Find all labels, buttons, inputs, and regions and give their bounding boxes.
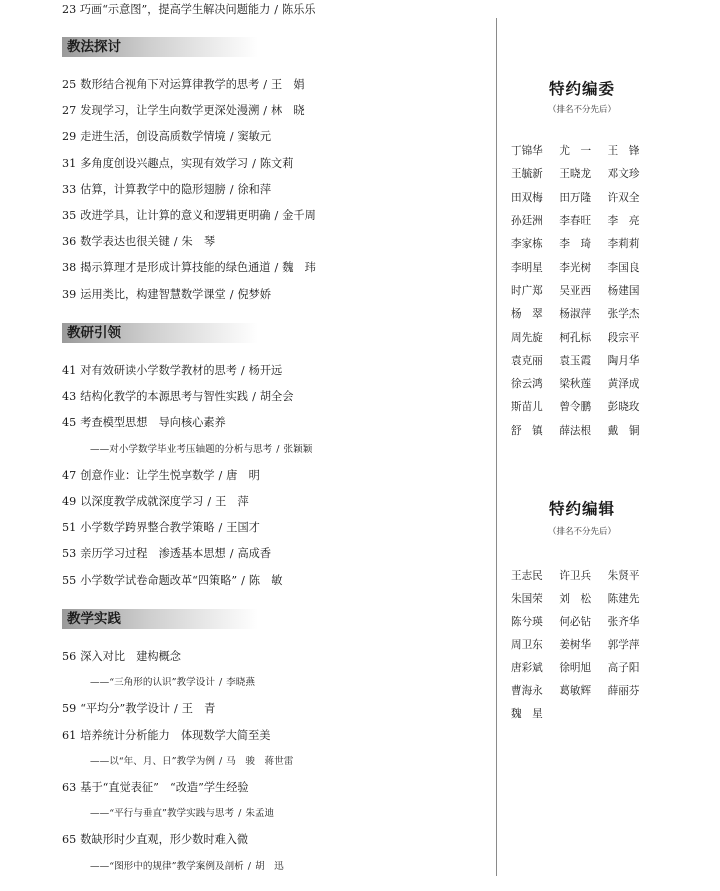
name-row [511,679,656,702]
toc-entry[interactable] [62,104,305,118]
toc-subtitle-entry[interactable] [90,755,293,769]
editors-title: 特约编辑 [548,500,615,518]
member-name: 徐云鸿 [511,378,543,391]
toc-entry[interactable] [62,130,271,144]
member-name: 戴 铜 [607,424,640,437]
toc-entry[interactable] [62,157,293,171]
article-subtitle: ——对小学数学毕业考压轴题的分析与思考 [90,443,273,455]
member-name: 彭晓玫 [607,401,640,414]
page-number: 53 [62,547,77,561]
member-name: 王晓龙 [559,168,592,181]
page-number: 45 [62,416,77,430]
member-name: 杨 翠 [511,308,543,321]
member-name: 田万隆 [559,191,592,204]
page-number: 61 [62,728,77,742]
member-name: 李明星 [511,261,543,274]
page-number: 59 [62,702,77,716]
toc-entry[interactable] [62,469,260,483]
separator: / [274,209,279,222]
name-row [511,656,656,679]
section-header-teaching-methods [62,37,258,57]
article-title: 发现学习，让学生向数学更深处漫溯 [80,104,260,118]
toc-entry[interactable] [62,521,260,535]
article-title: 深入对比 建构概念 [80,650,181,663]
article-author: 林 晓 [271,104,305,118]
section-header-teaching-practice [62,609,258,629]
member-name: 曾令鹏 [559,401,592,414]
article-title: 小学数学跨界整合教学策略 [80,521,215,535]
article-title: 数学表达也很关键 [80,235,170,249]
page-number: 35 [62,209,77,222]
article-title: 估算，计算教学中的隐形翅膀 [80,182,226,196]
article-title: 亲历学习过程 渗透基本思想 [80,547,226,561]
separator: / [252,390,256,404]
article-subtitle: ——以“年、月、日”教学为例 [90,755,215,767]
page-number: 55 [62,573,77,587]
toc-entry[interactable] [62,364,282,378]
member-name: 郭学萍 [607,639,640,651]
member-name: 朱国荣 [511,593,543,605]
page-number: 25 [62,78,77,91]
article-subtitle: ——“三角形的认识”教学设计 [90,677,215,689]
member-name: 刘 松 [559,593,592,605]
member-name: 唐彩斌 [511,662,543,674]
section-title: 教研引领 [67,325,121,341]
article-author: 马 骏 蒋世雷 [226,755,294,767]
member-name: 许卫兵 [559,570,592,582]
toc-entry[interactable] [62,261,316,275]
article-author: 唐 明 [226,468,260,482]
name-row [511,587,656,610]
article-title: 考查模型思想 导向核心素养 [80,416,226,430]
member-name: 王毓新 [511,168,543,181]
toc-entry[interactable] [62,209,316,223]
separator: / [274,3,279,16]
member-name: 丁锦华 [511,145,543,158]
separator: / [229,287,234,301]
article-author: 倪梦娇 [237,287,272,301]
toc-entry[interactable] [62,495,249,509]
article-author: 王国才 [226,521,260,535]
separator: / [274,261,279,275]
committee-title: 特约编委 [548,80,615,98]
member-name: 何必钻 [559,616,592,628]
article-title: 基于“直觉表征” “改造”学生经验 [80,781,249,794]
article-author: 张颖颖 [283,443,313,455]
name-row [511,186,656,209]
article-title: 以深度教学成就深度学习 [80,495,204,508]
article-title: 走进生活，创设高质数学情境 [80,130,226,144]
article-author: 金千周 [282,209,316,222]
article-author: 高成香 [237,547,272,561]
name-row [511,255,656,278]
page-number: 29 [62,130,77,144]
article-title: “平均分”教学设计 [80,702,171,716]
toc-subtitle-entry[interactable] [90,860,284,874]
article-author: 陈文莉 [259,156,294,170]
page-number: 63 [62,781,77,794]
page-number: 36 [62,235,77,249]
member-name: 王志民 [511,570,543,582]
page-number: 56 [62,650,77,663]
name-row [511,232,656,255]
toc-entry[interactable] [62,78,305,92]
name-row [511,139,656,162]
article-author: 魏 玮 [282,261,316,275]
separator: / [276,443,280,455]
member-name: 杨淑萍 [559,308,592,321]
page-number: 38 [62,261,77,275]
article-title: 培养统计分析能力 体现数学大简至美 [80,728,271,742]
name-row [511,279,656,302]
name-row [511,564,656,587]
article-author: 陈乐乐 [282,3,316,16]
section-title: 教法探讨 [67,39,121,55]
member-name: 葛敏辉 [559,685,592,697]
article-author: 杨开远 [248,364,283,377]
separator: / [218,468,223,482]
member-name: 王 锋 [607,145,640,158]
article-author: 胡全会 [259,390,294,404]
member-name: 薛丽芬 [607,685,640,697]
separator: / [247,860,251,872]
toc-subtitle-entry[interactable] [90,443,312,457]
member-name: 舒 镇 [511,424,543,437]
member-name: 许双全 [607,191,640,204]
committee-note: （排名不分先后） [547,105,616,115]
member-name: 柯孔标 [559,331,592,344]
toc-subtitle-entry[interactable] [90,807,274,821]
separator: / [218,755,223,767]
member-name: 陶月华 [607,354,640,367]
separator: / [241,573,245,587]
member-name: 梁秋莲 [559,378,592,391]
toc-entry[interactable] [62,416,226,430]
article-author: 朱孟迪 [245,808,275,820]
toc-entry[interactable] [62,235,215,249]
page-number: 33 [62,182,77,196]
toc-entry[interactable] [62,833,248,847]
separator: / [240,364,245,377]
article-author: 朱 琴 [181,235,216,249]
member-name: 李 琦 [559,238,592,251]
member-name: 吴亚西 [559,284,592,297]
article-author: 李晓燕 [226,677,255,689]
page-number: 39 [62,287,77,301]
toc-entry[interactable] [62,390,293,404]
toc-entry[interactable] [62,183,271,197]
article-title: 多角度创设兴趣点，实现有效学习 [80,156,249,170]
member-name: 姜树华 [559,639,592,651]
name-row [511,162,656,185]
member-name: 曹海永 [511,685,543,697]
member-name: 张学杰 [607,308,640,321]
member-name: 黄泽成 [607,378,640,391]
member-name: 李莉莉 [607,238,640,251]
separator: / [238,808,242,820]
separator: / [252,156,256,170]
member-name: 张齐华 [607,616,640,628]
separator: / [263,78,268,91]
name-row [511,209,656,232]
separator: / [229,547,234,561]
member-name: 袁克丽 [511,354,543,367]
article-author: 陈 敏 [248,573,283,587]
separator: / [207,495,212,508]
member-name: 李春旺 [559,215,592,228]
member-name: 时广郑 [511,284,543,297]
member-name: 李家栋 [511,238,543,251]
page-number: 49 [62,495,77,508]
article-author: 徐和萍 [237,182,272,196]
member-name: 朱贤平 [607,570,640,582]
page-number: 43 [62,390,77,404]
article-subtitle: ——“平行与垂直”教学实践与思考 [90,808,235,820]
toc-entry[interactable] [62,574,283,588]
article-title: 揭示算理才是形成计算技能的绿色通道 [80,261,271,275]
article-author: 王 萍 [215,495,249,508]
separator: / [229,130,234,144]
toc-entry[interactable] [62,3,316,17]
article-title: 结构化教学的本源思考与智性实践 [80,390,249,404]
separator: / [174,702,178,716]
article-author: 窦敏元 [237,130,272,144]
article-title: 小学数学试卷命题改革“四策略” [80,573,238,587]
member-name: 陈建先 [607,593,640,605]
member-name: 陈兮瑛 [511,616,543,628]
page-number: 51 [62,521,77,535]
member-name: 高子阳 [607,662,640,674]
member-name: 孙廷洲 [511,215,543,228]
member-name: 徐明旭 [559,662,592,674]
separator: / [263,104,268,118]
toc-entry[interactable] [62,729,270,743]
name-row [511,419,656,442]
member-name: 尤 一 [559,145,592,158]
member-name: 周卫东 [511,639,543,651]
article-author: 王 青 [181,702,216,716]
name-row [511,349,656,372]
page-number: 47 [62,468,77,482]
separator: / [218,521,223,535]
member-name: 杨建国 [607,284,640,297]
name-row [511,610,656,633]
separator: / [173,235,178,249]
member-name: 李国良 [607,261,640,274]
editors-name-list [511,564,656,725]
name-row [511,395,656,418]
member-name: 魏 星 [511,708,543,720]
name-row [511,325,656,348]
article-author: 胡 迅 [254,860,284,872]
editorial-board-panel [497,0,720,891]
article-title: 改进学具，让计算的意义和逻辑更明确 [80,209,271,222]
article-title: 运用类比，构建智慧数学课堂 [80,287,226,301]
article-title: 数形结合视角下对运算律教学的思考 [80,78,260,91]
member-name: 李 亮 [607,215,640,228]
article-subtitle: ——“图形中的规律”教学案例及剖析 [90,860,244,872]
name-row [511,372,656,395]
separator: / [218,677,223,689]
section-title: 教学实践 [67,611,121,627]
article-author: 王 娟 [271,78,305,91]
page-number: 27 [62,104,77,118]
separator: / [229,182,234,196]
toc-entry[interactable] [62,547,271,561]
editors-note: （排名不分先后） [547,527,616,537]
article-title: 创意作业：让学生悦享数学 [80,468,215,482]
page-number: 31 [62,156,77,170]
member-name: 斯苗儿 [511,401,543,414]
article-title: 对有效研读小学数学教材的思考 [80,364,237,377]
name-row [511,633,656,656]
member-name: 袁玉霞 [559,354,592,367]
section-header-research-guidance [62,323,258,343]
toc-entry[interactable] [62,702,215,716]
toc-entry[interactable] [62,781,249,795]
member-name: 田双梅 [511,191,543,204]
article-title: 数缺形时少直观，形少数时难入微 [80,833,249,847]
page-number: 65 [62,833,77,847]
member-name: 周先旋 [511,331,543,344]
page-number: 41 [62,364,77,377]
member-name: 邓文珍 [607,168,640,181]
name-row [511,302,656,325]
member-name: 薛法根 [559,424,592,437]
page-number: 23 [62,3,77,16]
toc-entry[interactable] [62,650,181,664]
name-row [511,702,656,725]
toc-subtitle-entry[interactable] [90,676,255,690]
member-name: 段宗平 [607,331,640,344]
member-name: 李光树 [559,261,592,274]
article-title: 巧画“示意图”，提高学生解决问题能力 [79,3,271,16]
committee-name-list [511,139,656,442]
toc-entry[interactable] [62,288,271,302]
